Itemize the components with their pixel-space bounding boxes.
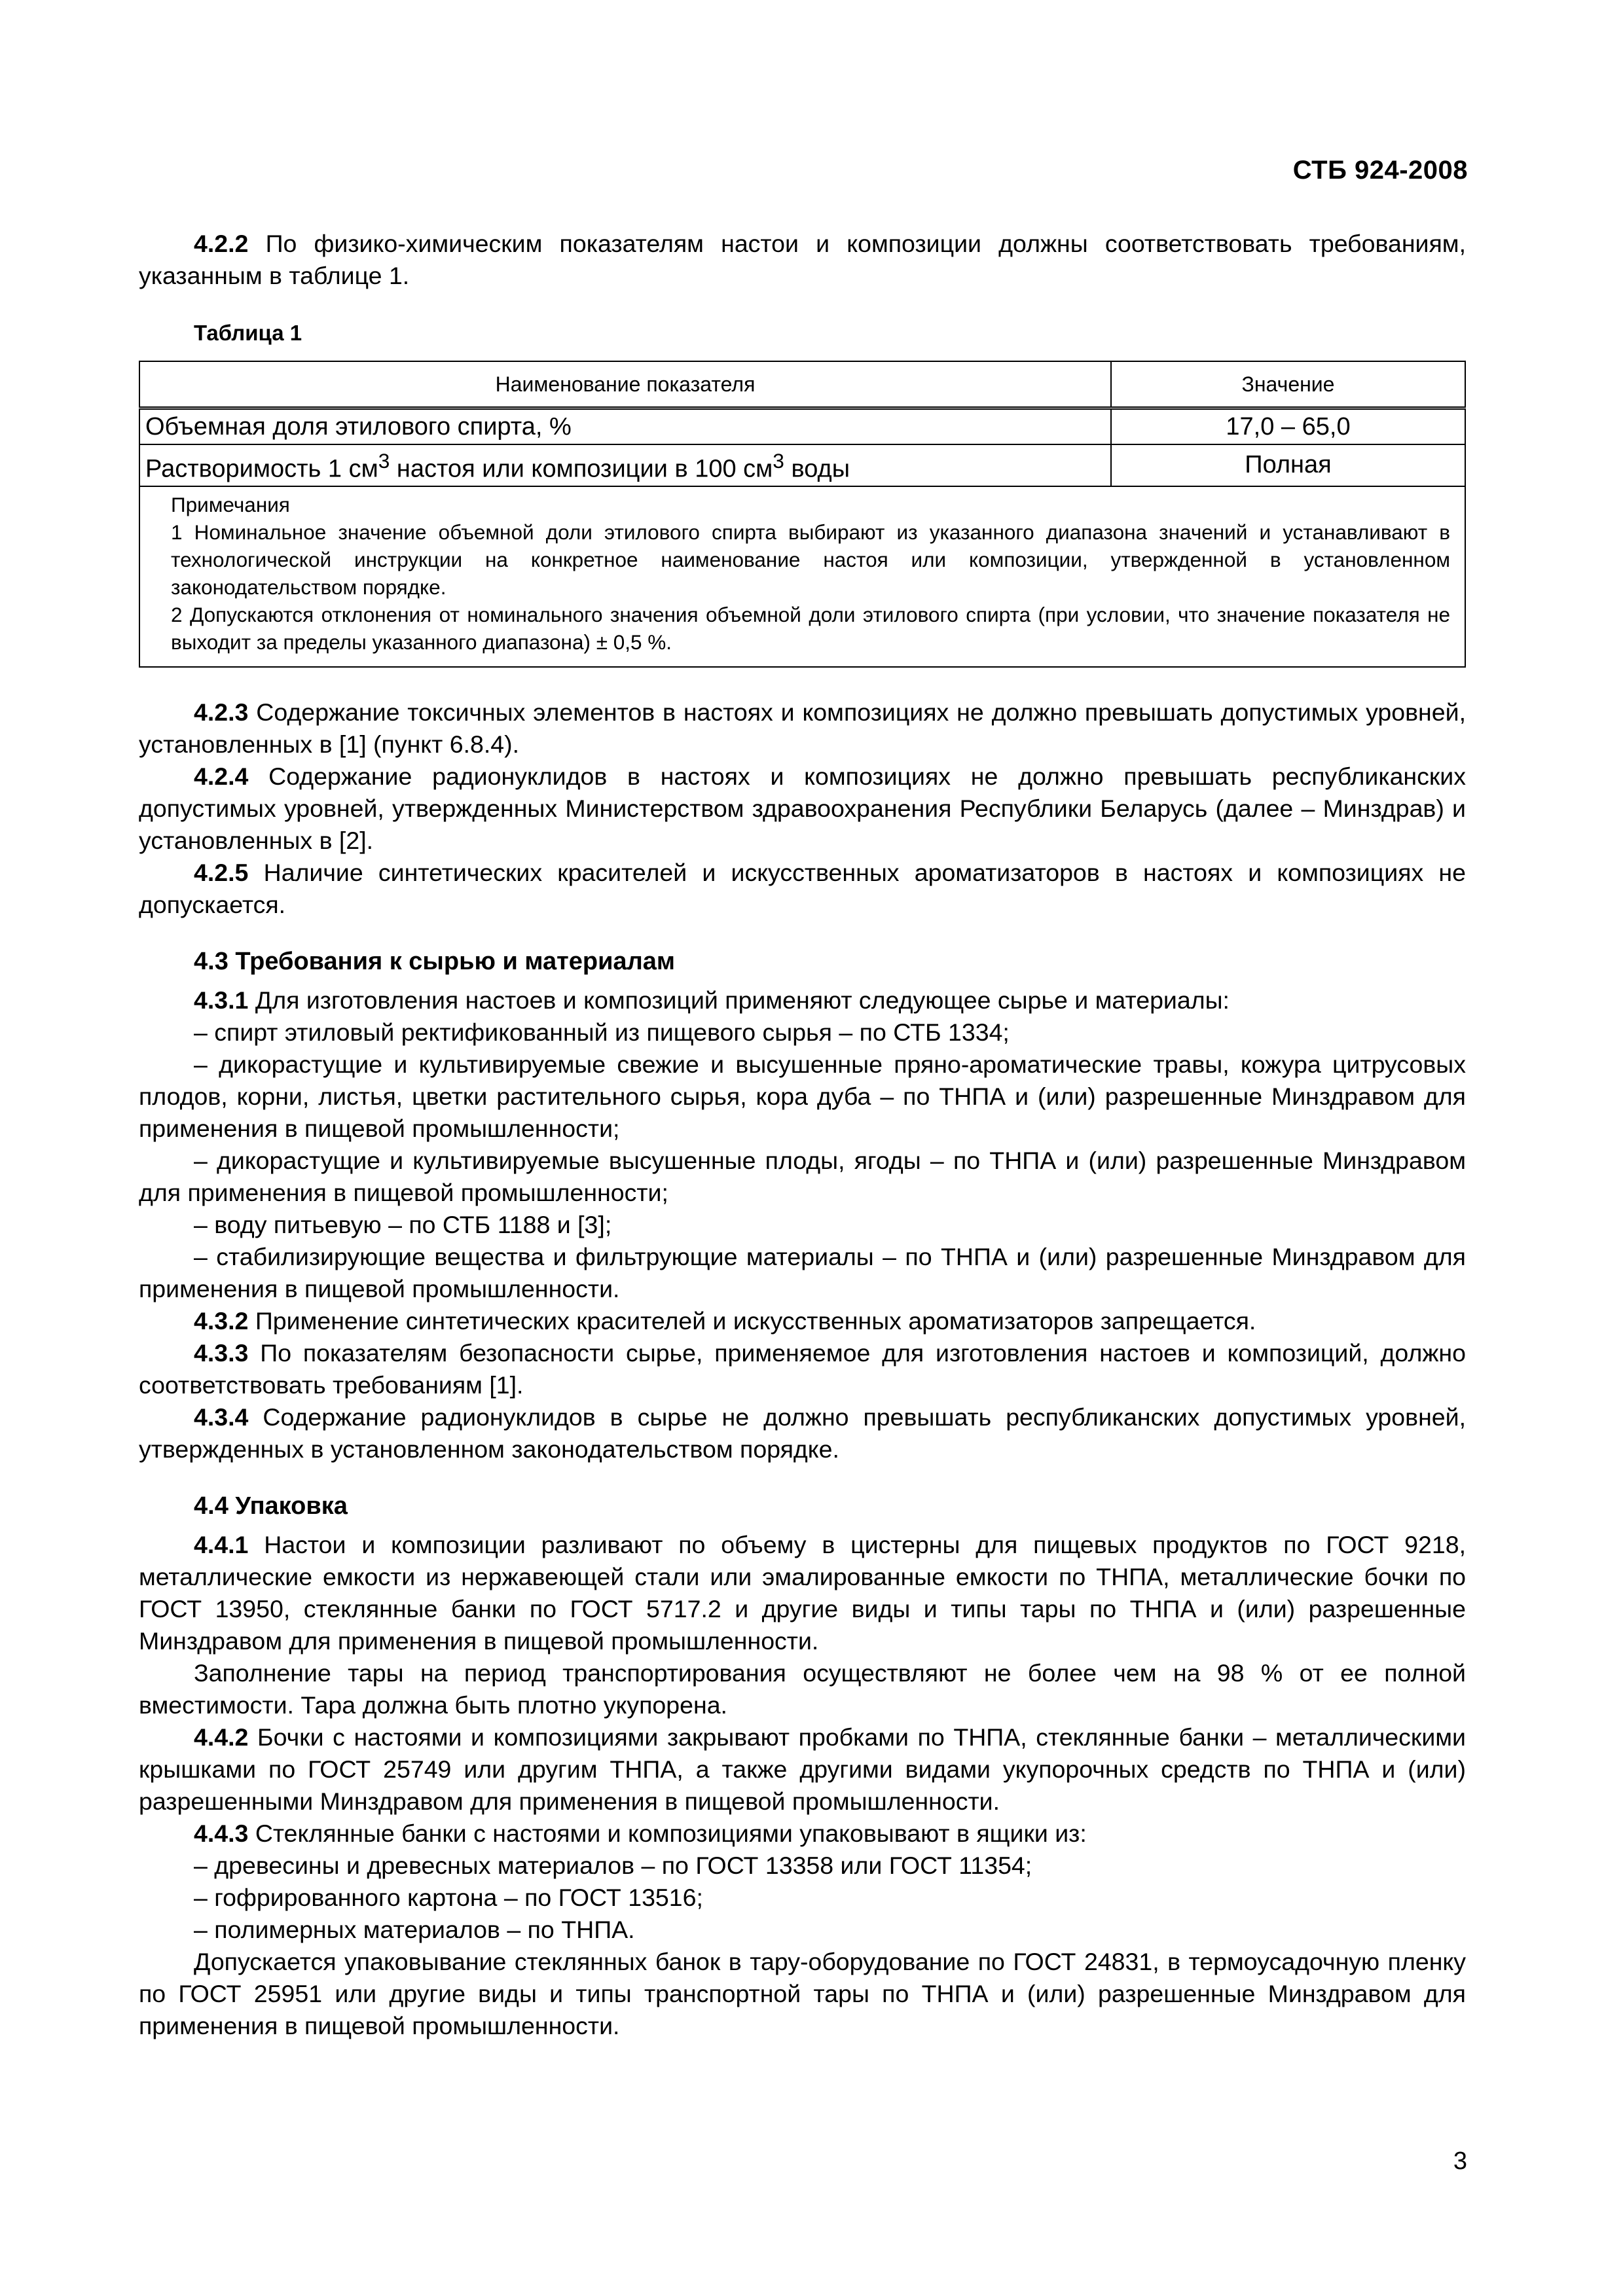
paragraph-4-4-1 [139, 1529, 1466, 1657]
list-item: – гофрированного картона – по ГОСТ 13516; [194, 1883, 703, 1911]
list-item: – древесины и древесных материалов – по ГОСТ 13358 или ГОСТ 11354; [194, 1851, 1032, 1879]
paragraph-allow: Допускается упаковывание стеклянных банок в тару-оборудование по ГОСТ 24831, в термоусадочную пленку по ГОСТ 25951 или другие виды и типы транспортной тары по ТНПА и (или) разрешенные Минздравом для применения в пищевой промышленности. [139, 1947, 1466, 2039]
paragraph-4-4-2 [139, 1721, 1466, 1818]
table-caption: Таблица 1 [194, 321, 302, 345]
paragraph-4-2-4 [139, 761, 1466, 857]
clause-number: 4.3.4 [194, 1403, 249, 1431]
list-item: – воду питьевую – по СТБ 1188 и [3]; [194, 1210, 612, 1238]
clause-text: Наличие синтетических красителей и искусственных ароматизаторов в настоях и композициях не допускается. [139, 858, 1466, 918]
paragraph-4-4-3 [139, 1818, 1466, 1850]
clause-text: Применение синтетических красителей и искусственных ароматизаторов запрещается. [248, 1306, 1256, 1335]
clause-number: 4.2.3 [194, 698, 249, 726]
section-heading-4-3: 4.3 Требования к сырью и материалам [194, 947, 675, 975]
clause-number: 4.4.1 [194, 1530, 249, 1558]
clause-number: 4.2.5 [194, 858, 249, 886]
indicator-name-part: настоя или композиции в 100 см [390, 455, 773, 483]
list-item: – дикорастущие и культивируемые свежие и высушенные пряно-ароматические травы, кожура цитрусовых плодов, корни, листья, цветки растительного сырья, кора дуба – по ТНПА и (или) разрешенные Минздравом для применения в пищевой промышленности; [139, 1050, 1466, 1142]
note-item: 1 Номинальное значение объемной доли этилового спирта выбирают из указанного диапазона значений и устанавливают в технологической инструкции на конкретное наименование настоя или композиции, утвержденной в установленном законодательством порядке. [171, 520, 1450, 599]
table-notes-row [139, 486, 1465, 667]
indicator-name-part: воды [784, 455, 850, 483]
table-header-row [139, 361, 1465, 408]
clause-text: По физико-химическим показателям настои и композиции должны соответствовать требованиям, указанным в таблице 1. [139, 230, 1466, 289]
paragraph-4-3-2 [139, 1305, 1466, 1337]
header-indicator-name: Наименование показателя [139, 361, 1111, 408]
indicator-name-part: Растворимость 1 см [145, 455, 378, 483]
clause-text: Содержание токсичных элементов в настоях и композициях не должно превышать допустимых уровней, установленных в [1] (пункт 6.8.4). [139, 698, 1466, 758]
table-notes [139, 486, 1465, 667]
paragraph-4-2-2 [139, 228, 1466, 292]
list-item: – спирт этиловый ректификованный из пищевого сырья – по СТБ 1334; [194, 1018, 1010, 1046]
page-number: 3 [1453, 2147, 1467, 2175]
clause-text: Содержание радионуклидов в настоях и композициях не должно превышать республиканских допустимых уровней, утвержденных Министерством здравоохранения Республики Беларусь (далее – Минздрав) и установленных в [2]. [139, 762, 1466, 854]
document-code: СТБ 924-2008 [1292, 156, 1468, 185]
paragraph-4-3-4 [139, 1401, 1466, 1465]
clause-number: 4.3.1 [194, 986, 249, 1014]
section-heading-4-4: 4.4 Упаковка [194, 1492, 348, 1520]
indicator-value: 17,0 – 65,0 [1111, 408, 1465, 445]
superscript: 3 [773, 449, 784, 473]
clause-number: 4.3.2 [194, 1306, 249, 1335]
clause-text: Для изготовления настоев и композиций применяют следующее сырье и материалы: [248, 986, 1230, 1014]
paragraph-4-3-3 [139, 1337, 1466, 1401]
note-item: 2 Допускаются отклонения от номинального значения объемной доли этилового спирта (при условии, что значение показателя не выходит за пределы указанного диапазона) ± 0,5 %. [171, 602, 1450, 654]
list-item: – полимерных материалов – по ТНПА. [194, 1915, 635, 1943]
page-content [139, 228, 1466, 2042]
paragraph-4-3-1 [139, 984, 1466, 1016]
clause-text: Бочки с настоями и композициями закрывают пробками по ТНПА, стеклянные банки – металлическими крышками по ГОСТ 25749 или другим ТНПА, а также другими видами укупорочных средств по ТНПА и (или) разрешенными Минздравом для применения в пищевой промышленности. [139, 1723, 1466, 1815]
superscript: 3 [378, 449, 390, 473]
list-item: – стабилизирующие вещества и фильтрующие материалы – по ТНПА и (или) разрешенные Минздравом для применения в пищевой промышленности. [139, 1242, 1466, 1302]
clause-number: 4.4.3 [194, 1819, 249, 1847]
clause-number: 4.4.2 [194, 1723, 249, 1751]
clause-number: 4.2.2 [194, 230, 249, 257]
list-item: – дикорастущие и культивируемые высушенные плоды, ягоды – по ТНПА и (или) разрешенные Минздравом для применения в пищевой промышленности; [139, 1146, 1466, 1206]
clause-number: 4.3.3 [194, 1338, 249, 1367]
table-row [139, 444, 1465, 486]
paragraph-fill: Заполнение тары на период транспортирования осуществляют не более чем на 98 % от ее полной вместимости. Тара должна быть плотно укупорена. [139, 1659, 1466, 1719]
clause-text: Стеклянные банки с настоями и композициями упаковывают в ящики из: [248, 1819, 1087, 1847]
clause-text: По показателям безопасности сырье, применяемое для изготовления настоев и композиций, должно соответствовать требованиям [1]. [139, 1338, 1466, 1399]
paragraph-4-2-5 [139, 857, 1466, 921]
indicator-value: Полная [1111, 444, 1465, 486]
paragraph-4-2-3 [139, 696, 1466, 761]
indicator-name: Объемная доля этилового спирта, % [139, 408, 1111, 445]
clause-number: 4.2.4 [194, 762, 249, 790]
table-row [139, 408, 1465, 445]
table-1 [139, 361, 1466, 668]
indicator-name [139, 444, 1111, 486]
header-value: Значение [1111, 361, 1465, 408]
notes-title: Примечания [171, 492, 290, 516]
clause-text: Настои и композиции разливают по объему в цистерны для пищевых продуктов по ГОСТ 9218, металлические емкости из нержавеющей стали или эмалированные емкости по ТНПА, металлические бочки по ГОСТ 13950, стеклянные банки по ГОСТ 5717.2 и другие виды и типы тары по ТНПА и (или) разрешенные Минздравом для применения в пищевой промышленности. [139, 1530, 1466, 1655]
clause-text: Содержание радионуклидов в сырье не должно превышать республиканских допустимых уровней, утвержденных в установленном законодательством порядке. [139, 1403, 1466, 1463]
